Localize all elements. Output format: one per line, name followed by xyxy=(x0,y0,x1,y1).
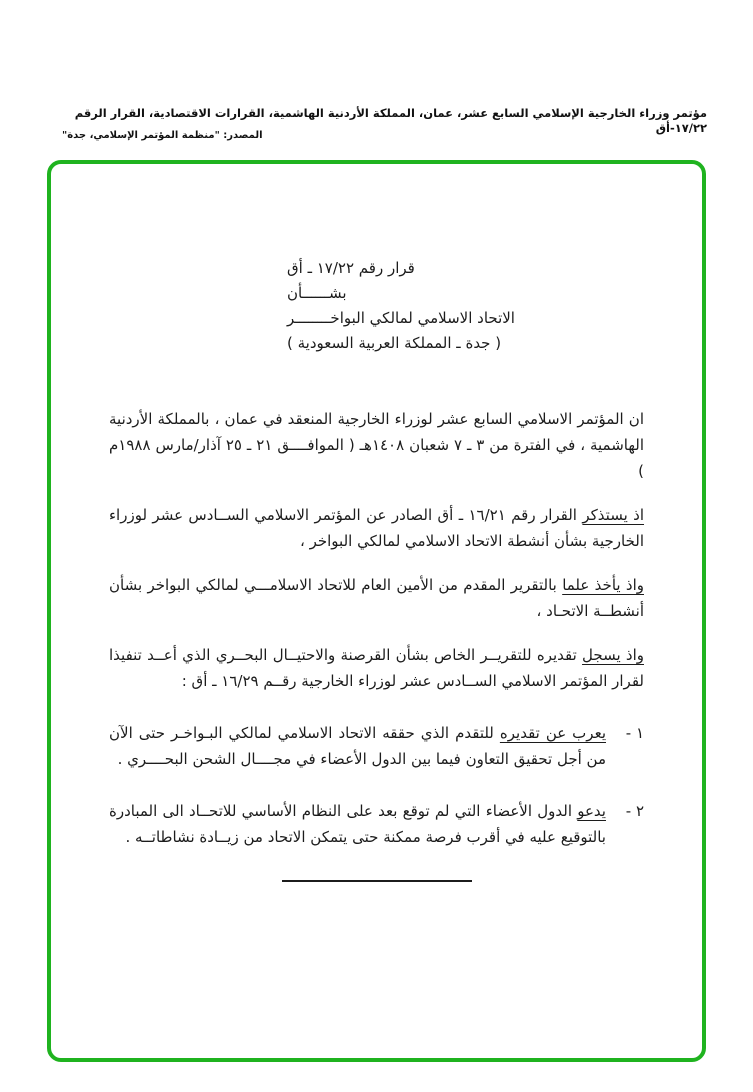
item-body xyxy=(109,798,606,850)
preamble-paragraph: ان المؤتمر الاسلامي السابع عشر لوزراء الخارجية المنعقد في عمان ، بالمملكة الأردنية الهاشمية ، في الفترة من ٣ ـ ٧ شعبان ١٤٠٨هـ ( الموافــــق ٢١ ـ ٢٥ آذار/مارس ١٩٨٨م ) xyxy=(109,410,645,480)
item-lead: يعرب عن تقديره xyxy=(499,724,606,742)
resolution-number: قرار رقم ١٧/٢٢ ـ أق xyxy=(287,259,415,277)
scan-frame xyxy=(47,160,706,1062)
item-text: الدول الأعضاء التي لم توقع بعد على النظام الأساسي للاتحــاد الى المبادرة بالتوقيع عليه في أقرب فرصة ممكنة حتى يتمكن الاتحاد من زيــادة نشاطاتــه . xyxy=(109,802,606,846)
item-body xyxy=(109,720,606,772)
resolution-title-block xyxy=(109,256,644,356)
closing-rule xyxy=(282,880,472,882)
recital-lead: اذ يستذكر xyxy=(582,506,645,524)
recital-paragraph xyxy=(109,502,644,554)
item-lead: يدعو xyxy=(577,802,606,820)
recital-text: بالتقرير المقدم من الأمين العام للاتحاد الاسلامـــي لمالكي البواخر بشأن أنشطــة الاتحـاد ، xyxy=(109,576,644,620)
resolution-document xyxy=(51,164,702,1058)
recital-text: القرار رقم ١٦/٢١ ـ أق الصادر عن المؤتمر الاسلامي الســادس عشر لوزراء الخارجية بشأن أنشطة الاتحاد الاسلامي لمالكي البواخر ، xyxy=(109,506,644,550)
recital-text: تقديره للتقريــر الخاص بشأن القرصنة والاحتيــال البحــري الذي أعــد تنفيذا لقرار المؤتمر الاسلامي الســادس عشر لوزراء الخارجية رقــم ١٦/٢٩ ـ أق : xyxy=(109,646,644,690)
operative-item xyxy=(109,798,644,850)
resolution-regarding: بشــــــأن xyxy=(287,284,347,302)
operative-item xyxy=(109,720,644,772)
item-marker: ٢ - xyxy=(625,802,644,820)
item-marker: ١ - xyxy=(625,724,644,742)
recital-lead: واذ يسجل xyxy=(582,646,644,664)
header-source: المصدر: "منظمة المؤتمر الإسلامي، جدة" xyxy=(62,130,263,141)
resolution-venue: ( جدة ـ المملكة العربية السعودية ) xyxy=(287,334,502,352)
item-text: للتقدم الذي حققه الاتحاد الاسلامي لمالكي البـواخـر حتى الآن من أجل تحقيق التعاون فيما بين الدول الأعضاء في مجــــال الشحن البحــــري . xyxy=(109,724,606,768)
header-citation: مؤتمر وزراء الخارجية الإسلامي السابع عشر، عمان، المملكة الأردنية الهاشمية، القرارات الاقتصادية، القرار الرقم ١٧/٢٢-أق xyxy=(74,106,707,135)
recital-paragraph xyxy=(109,642,644,694)
resolution-subject: الاتحاد الاسلامي لمالكي البواخــــــــر xyxy=(287,309,515,327)
recital-lead: واذ يأخذ علما xyxy=(562,576,644,594)
recital-paragraph xyxy=(109,572,644,624)
